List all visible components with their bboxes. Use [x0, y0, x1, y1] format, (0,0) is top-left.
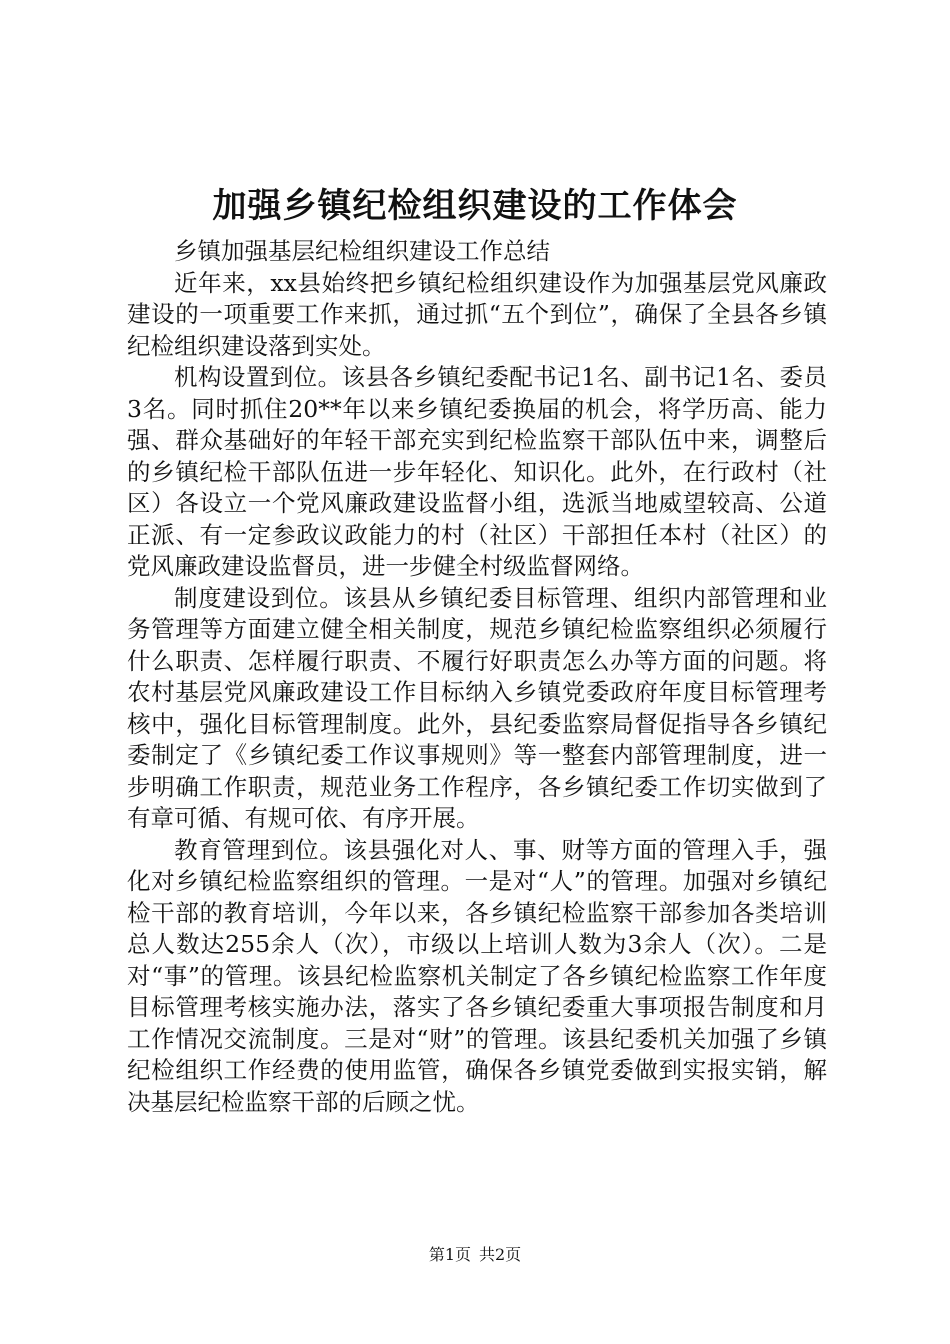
- document-title: 加强乡镇纪检组织建设的工作体会: [212, 186, 738, 226]
- page-footer: [0, 1244, 950, 1266]
- document-body: [127, 236, 827, 1118]
- paragraph-system: 制度建设到位。该县从乡镇纪委目标管理、组织内部管理和业务管理等方面建立健全相关制度，规范乡镇纪检监察组织必须履行什么职责、怎样履行职责、不履行好职责怎么办等方面的问题。将农村基层党风廉政建设工作目标纳入乡镇党委政府年度目标管理考核中，强化目标管理制度。此外，县纪委监察局督促指导各乡镇纪委制定了《乡镇纪委工作议事规则》等一整套内部管理制度，进一步明确工作职责，规范业务工作程序，各乡镇纪委工作切实做到了有章可循、有规可依、有序开展。: [127, 583, 827, 832]
- paragraph-education: 教育管理到位。该县强化对人、事、财等方面的管理入手，强化对乡镇纪检监察组织的管理。一是对“人”的管理。加强对乡镇纪检干部的教育培训，今年以来，各乡镇纪检监察干部参加各类培训总人数达255余人（次），市级以上培训人数为3余人（次）。二是对“事”的管理。该县纪检监察机关制定了各乡镇纪检监察工作年度目标管理考核实施办法，落实了各乡镇纪委重大事项报告制度和月工作情况交流制度。三是对“财”的管理。该县纪委机关加强了乡镇纪检组织工作经费的使用监管，确保各乡镇党委做到实报实销，解决基层纪检监察干部的后顾之忧。: [127, 835, 827, 1116]
- paragraph-intro: 近年来，xx县始终把乡镇纪检组织建设作为加强基层党风廉政建设的一项重要工作来抓，通过抓“五个到位”，确保了全县各乡镇纪检组织建设落到实处。: [127, 268, 827, 360]
- page-number: 第1页: [428, 1245, 471, 1264]
- paragraph-organization: 机构设置到位。该县各乡镇纪委配书记1名、副书记1名、委员3名。同时抓住20**年以来乡镇纪委换届的机会，将学历高、能力强、群众基础好的年轻干部充实到纪检监察干部队伍中来，调整后的乡镇纪检干部队伍进一步年轻化、知识化。此外，在行政村（社区）各设立一个党风廉政建设监督小组，选派当地威望较高、公道正派、有一定参政议政能力的村（社区）干部担任本村（社区）的党风廉政建设监督员，进一步健全村级监督网络。: [127, 363, 827, 580]
- paragraph-subtitle: 乡镇加强基层纪检组织建设工作总结: [174, 237, 550, 265]
- page-total: 共2页: [479, 1245, 522, 1264]
